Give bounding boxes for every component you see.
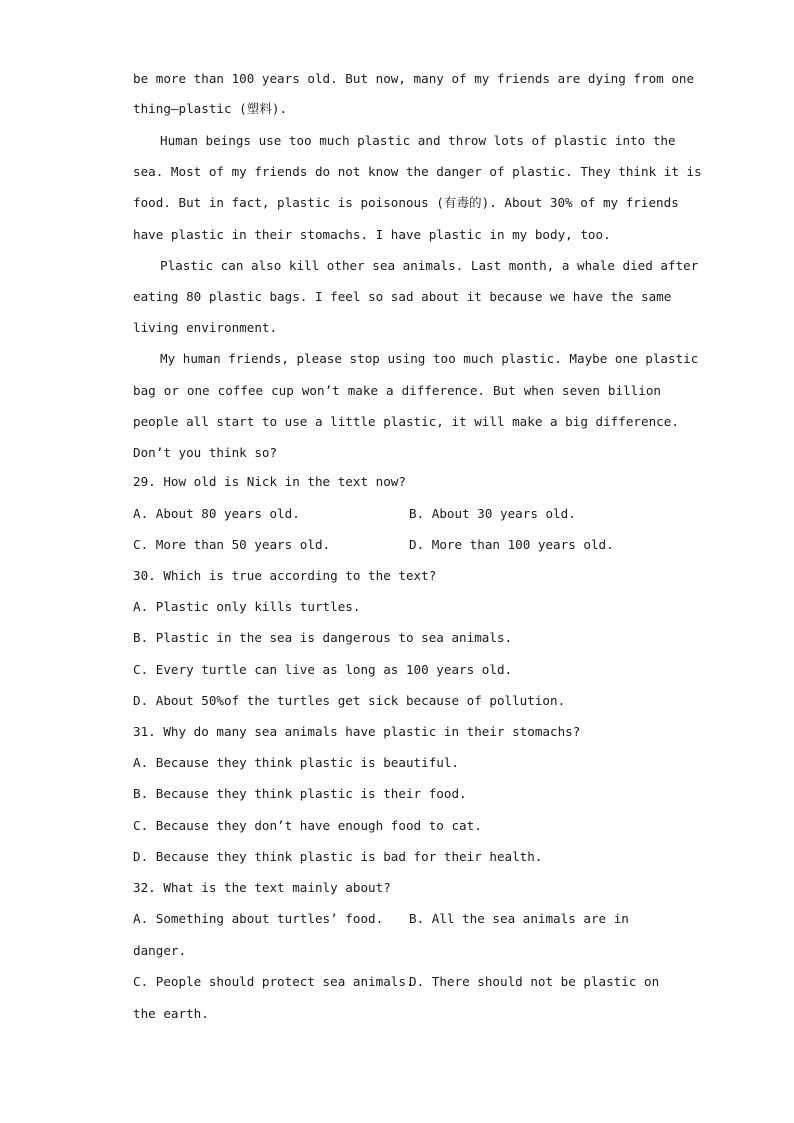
question-stem: 30. Which is true according to the text? (133, 568, 437, 583)
option-a: A. Plastic only kills turtles. (133, 599, 361, 614)
option-c: C. People should protect sea animals. (133, 974, 414, 989)
option-a: A. Because they think plastic is beautiful. (133, 755, 460, 770)
option-a: A. About 80 years old. (133, 506, 300, 521)
passage-line: food. But in fact, plastic is poisonous (有毒的). About 30% of my friends (133, 195, 679, 210)
option-b: B. About 30 years old. (409, 506, 576, 521)
passage-line: eating 80 plastic bags. I feel so sad about it because we have the same (133, 289, 672, 304)
passage-line: living environment. (133, 320, 278, 335)
option-d: D. More than 100 years old. (409, 537, 614, 552)
option-b-continued: danger. (133, 943, 187, 958)
passage-line: have plastic in their stomachs. I have plastic in my body, too. (133, 227, 611, 242)
passage-line: people all start to use a little plastic, it will make a big difference. (133, 414, 679, 429)
option-b: B. All the sea animals are in (409, 911, 629, 926)
option-b: B. Because they think plastic is their food. (133, 786, 467, 801)
question-stem: 29. How old is Nick in the text now? (133, 474, 406, 489)
passage-line: Human beings use too much plastic and throw lots of plastic into the (160, 133, 676, 148)
passage-line: bag or one coffee cup won’t make a difference. But when seven billion (133, 383, 661, 398)
passage-line: Don’t you think so? (133, 445, 278, 460)
option-d: D. There should not be plastic on (409, 974, 660, 989)
option-c: C. Because they don’t have enough food to cat. (133, 818, 482, 833)
option-d-continued: the earth. (133, 1006, 209, 1021)
passage-line: Plastic can also kill other sea animals. Last month, a whale died after (160, 258, 699, 273)
option-a: A. Something about turtles’ food. (133, 911, 384, 926)
question-stem: 31. Why do many sea animals have plastic in their stomachs? (133, 724, 581, 739)
passage-line: be more than 100 years old. But now, many of my friends are dying from one (133, 71, 695, 86)
passage-line: thing—plastic (塑料). (133, 101, 288, 116)
option-d: D. Because they think plastic is bad for their health. (133, 849, 543, 864)
passage-line: sea. Most of my friends do not know the danger of plastic. They think it is (133, 164, 702, 179)
option-c: C. More than 50 years old. (133, 537, 331, 552)
option-d: D. About 50%of the turtles get sick because of pollution. (133, 693, 566, 708)
passage-line: My human friends, please stop using too much plastic. Maybe one plastic (160, 351, 699, 366)
option-c: C. Every turtle can live as long as 100 years old. (133, 662, 513, 677)
question-stem: 32. What is the text mainly about? (133, 880, 391, 895)
option-b: B. Plastic in the sea is dangerous to sea animals. (133, 630, 513, 645)
